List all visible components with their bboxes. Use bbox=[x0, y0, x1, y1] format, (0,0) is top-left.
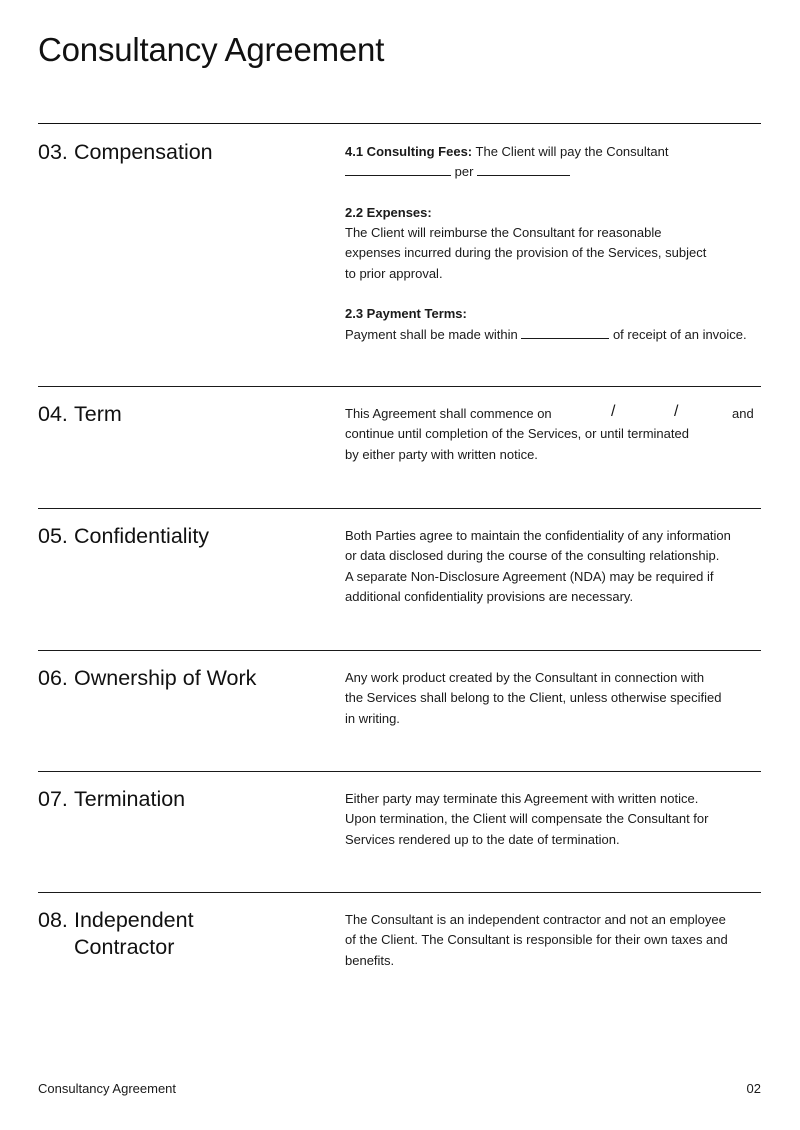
expenses-line: to prior approval. bbox=[345, 265, 443, 281]
section-divider bbox=[38, 386, 761, 387]
section-heading-text: Compensation bbox=[74, 140, 213, 164]
confidentiality-line: or data disclosed during the course of the consulting relationship. bbox=[345, 548, 720, 564]
section-body-compensation bbox=[345, 142, 765, 345]
section-number: 05. bbox=[38, 524, 68, 548]
date-separator: / bbox=[674, 403, 679, 420]
term-line: continue until completion of the Services, or until terminated bbox=[345, 426, 689, 442]
section-heading-term bbox=[38, 401, 122, 428]
termination-line: Services rendered up to the date of termination. bbox=[345, 831, 620, 847]
consulting-fees-clause bbox=[345, 142, 765, 162]
section-divider bbox=[38, 123, 761, 124]
section-body-termination bbox=[345, 789, 765, 850]
section-body-ownership bbox=[345, 668, 765, 729]
section-body-independent bbox=[345, 910, 765, 971]
section-divider bbox=[38, 892, 761, 893]
section-number: 07. bbox=[38, 787, 68, 811]
commence-and-text: and bbox=[732, 406, 754, 421]
section-heading-text: Term bbox=[74, 402, 122, 426]
page-number: 02 bbox=[746, 1081, 761, 1096]
ownership-line: the Services shall belong to the Client, unless otherwise specified bbox=[345, 690, 722, 706]
consulting-fees-blanks bbox=[345, 162, 765, 182]
expenses-label: 2.2 Expenses: bbox=[345, 204, 432, 220]
ownership-line: in writing. bbox=[345, 710, 400, 726]
payment-terms-text bbox=[345, 325, 765, 345]
expenses-line: expenses incurred during the provision of the Services, subject bbox=[345, 245, 707, 261]
commence-date-row bbox=[345, 404, 765, 424]
section-number: 04. bbox=[38, 402, 68, 426]
independent-line: of the Client. The Consultant is responsible for their own taxes and bbox=[345, 932, 728, 948]
document-title: Consultancy Agreement bbox=[38, 31, 385, 68]
payment-terms-label: 2.3 Payment Terms: bbox=[345, 306, 467, 322]
section-body-term bbox=[345, 404, 765, 465]
payment-days-blank[interactable] bbox=[521, 326, 609, 339]
section-heading-text-continued: Contractor bbox=[74, 935, 175, 959]
section-heading-text: Termination bbox=[74, 787, 186, 811]
section-heading-independent bbox=[38, 907, 194, 961]
confidentiality-line: Both Parties agree to maintain the confidentiality of any information bbox=[345, 528, 731, 543]
fee-per-text: per bbox=[454, 164, 474, 180]
term-line: by either party with written notice. bbox=[345, 446, 538, 462]
section-heading-termination bbox=[38, 786, 185, 813]
consulting-fees-text: The Client will pay the Consultant bbox=[475, 144, 669, 159]
section-body-confidentiality bbox=[345, 526, 765, 607]
payment-terms-after: of receipt of an invoice. bbox=[612, 326, 747, 342]
section-heading-text: Independent bbox=[74, 908, 194, 932]
footer-title: Consultancy Agreement bbox=[38, 1081, 177, 1096]
section-number: 08. bbox=[38, 908, 68, 932]
section-heading-compensation bbox=[38, 139, 213, 166]
fee-period-blank[interactable] bbox=[477, 163, 570, 176]
independent-line: benefits. bbox=[345, 952, 395, 968]
expenses-line: The Client will reimburse the Consultant for reasonable bbox=[345, 225, 662, 241]
section-number: 06. bbox=[38, 666, 68, 690]
section-heading-text: Ownership of Work bbox=[74, 666, 257, 690]
section-heading-confidentiality bbox=[38, 523, 209, 550]
section-heading-ownership bbox=[38, 665, 256, 692]
commence-text: This Agreement shall commence on bbox=[345, 406, 552, 421]
fee-amount-blank[interactable] bbox=[345, 163, 451, 176]
section-heading-text: Confidentiality bbox=[74, 524, 210, 548]
section-divider bbox=[38, 650, 761, 651]
termination-line: Either party may terminate this Agreement with written notice. bbox=[345, 791, 699, 806]
confidentiality-line: A separate Non-Disclosure Agreement (NDA) may be required if bbox=[345, 568, 714, 584]
ownership-line: Any work product created by the Consultant in connection with bbox=[345, 670, 705, 685]
termination-line: Upon termination, the Client will compensate the Consultant for bbox=[345, 811, 709, 827]
independent-line: The Consultant is an independent contractor and not an employee bbox=[345, 912, 726, 927]
date-separator: / bbox=[611, 403, 616, 420]
consulting-fees-label: 4.1 Consulting Fees: bbox=[345, 144, 473, 159]
section-divider bbox=[38, 508, 761, 509]
section-number: 03. bbox=[38, 140, 68, 164]
payment-terms-before: Payment shall be made within bbox=[345, 326, 518, 342]
confidentiality-line: additional confidentiality provisions are necessary. bbox=[345, 588, 634, 604]
section-divider bbox=[38, 771, 761, 772]
